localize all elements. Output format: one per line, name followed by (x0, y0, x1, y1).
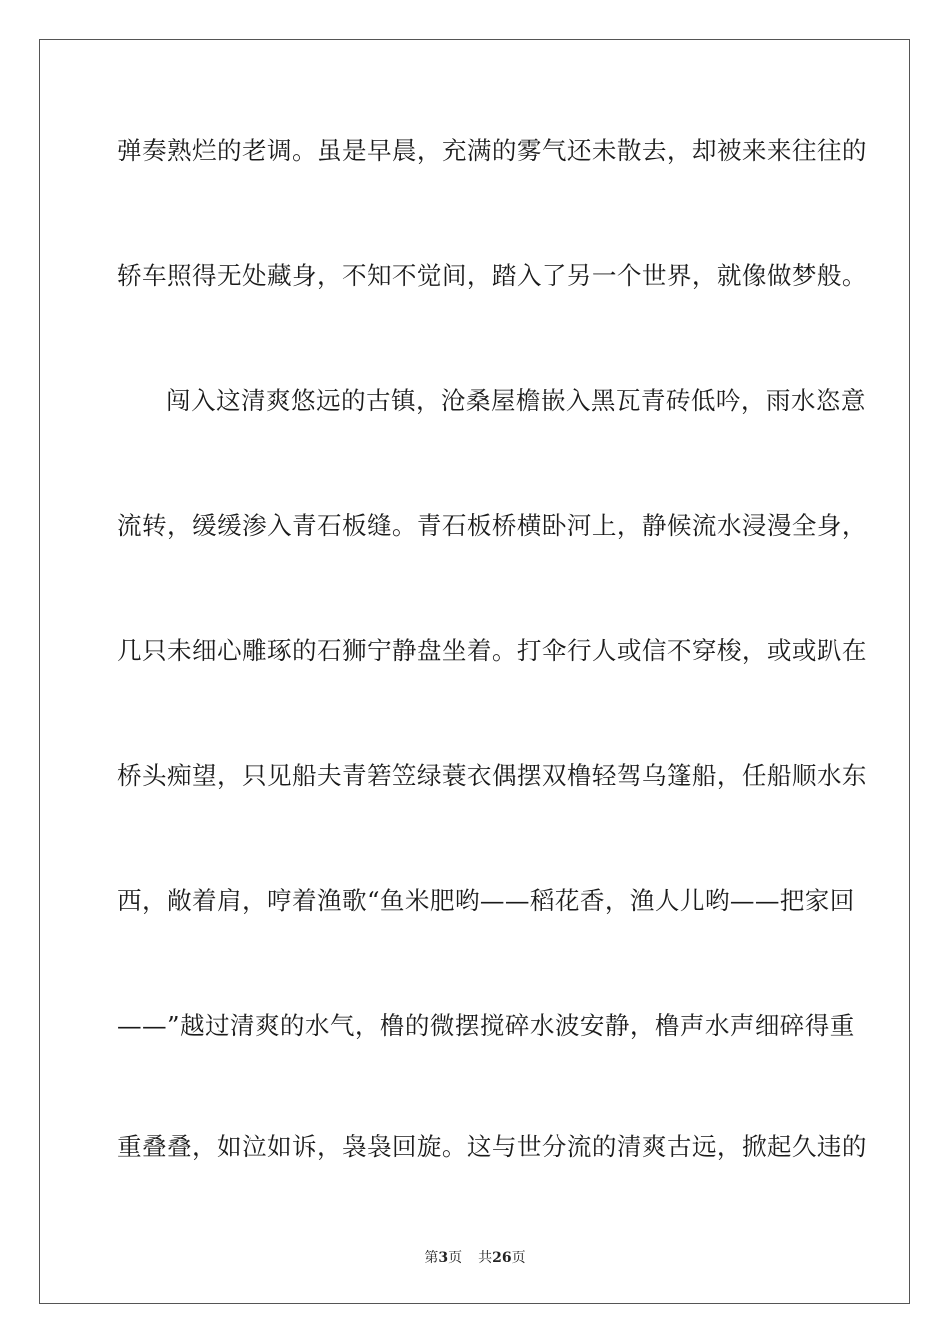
text-line: 重叠叠，如泣如诉，袅袅回旋。这与世分流的清爽古远，掀起久违的 (117, 1132, 867, 1161)
page-number-suffix: 页 (448, 1250, 463, 1266)
text-line: 弹奏熟烂的老调。虽是早晨，充满的雾气还未散去，却被来来往往的 (117, 136, 867, 165)
page-border (39, 39, 910, 1304)
page-footer (0, 1248, 950, 1268)
text-line: ——”越过清爽的水气，橹的微摆搅碎水波安静，橹声水声细碎得重 (117, 1011, 855, 1040)
text-line: 西，敞着肩，哼着渔歌“鱼米肥哟——稻花香，渔人儿哟——把家回 (117, 886, 855, 915)
text-line: 流转，缓缓渗入青石板缝。青石板桥横卧河上，静候流水浸漫全身， (117, 511, 867, 540)
page-number: 3 (438, 1250, 449, 1266)
total-pages-prefix: 共 (478, 1250, 493, 1266)
text-line: 桥头痴望，只见船夫青箬笠绿蓑衣偶摆双橹轻驾乌篷船，任船顺水东 (117, 761, 867, 790)
paragraph-first-line: 闯入这清爽悠远的古镇，沧桑屋檐嵌入黑瓦青砖低吟，雨水恣意 (166, 386, 866, 415)
page-number-prefix: 第 (424, 1250, 439, 1266)
total-pages: 26 (492, 1250, 512, 1266)
total-pages-suffix: 页 (511, 1250, 526, 1266)
text-line: 轿车照得无处藏身，不知不觉间，踏入了另一个世界，就像做梦般。 (117, 261, 867, 290)
text-line: 几只未细心雕琢的石狮宁静盘坐着。打伞行人或信不穿梭，或或趴在 (117, 636, 867, 665)
